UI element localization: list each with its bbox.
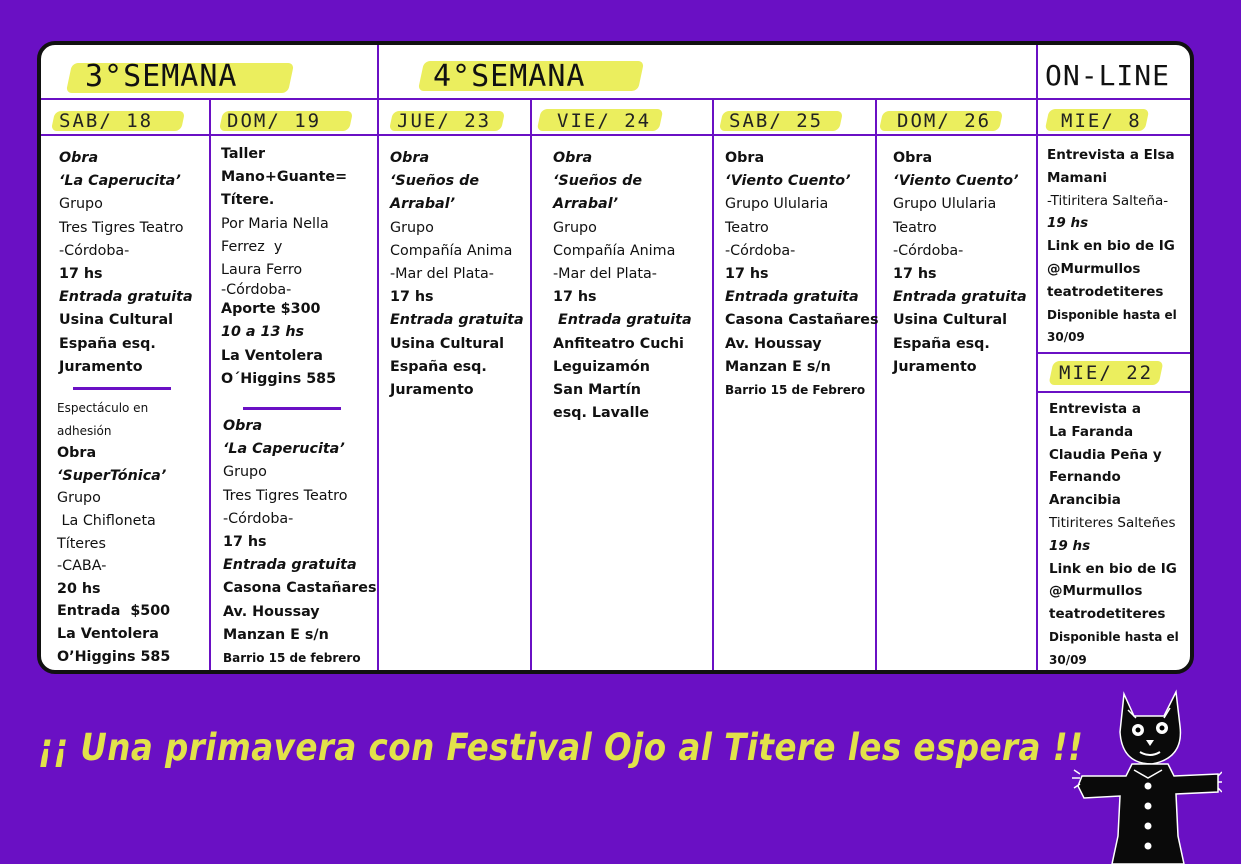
event-line: Juramento (59, 358, 143, 375)
event-line: Tres Tigres Teatro (223, 487, 348, 504)
event-line: Casona Castañares (223, 580, 377, 597)
day-label-dom19: DOM/ 19 (227, 110, 322, 132)
event-line: Entrada $500 (57, 603, 171, 620)
event-line: Grupo Ulularia (725, 196, 829, 213)
event-line: O’Higgins 585 (57, 648, 171, 665)
events-sab18-extra (57, 397, 170, 668)
event-line: 17 hs (893, 266, 937, 283)
day-label-dom26: DOM/ 26 (897, 110, 992, 132)
event-line: ‘La Caperucita’ (223, 441, 345, 458)
event-line: 19 hs (1047, 215, 1089, 232)
event-line: 19 hs (1049, 537, 1091, 554)
events-mie8 (1047, 144, 1177, 349)
event-line: esq. Lavalle (553, 405, 650, 422)
divider-online (1036, 45, 1038, 670)
event-line: 17 hs (59, 266, 103, 283)
day-label-sab25: SAB/ 25 (729, 110, 824, 132)
events-dom19-extra (223, 415, 377, 670)
event-line: Entrada gratuita (59, 289, 193, 306)
event-line: La Faranda (1049, 423, 1134, 440)
event-line: Disponible hasta el (1047, 307, 1177, 322)
event-line: Tres Tigres Teatro (59, 219, 184, 236)
week4-title: 4°SEMANA (433, 59, 586, 94)
separator (243, 407, 341, 410)
day-label-mie8: MIE/ 8 (1061, 110, 1142, 132)
event-line: ‘Sueños de (390, 173, 480, 190)
event-line: Entrada gratuita (893, 289, 1027, 306)
events-sab25 (725, 147, 879, 402)
event-line: Arancibia (1049, 492, 1121, 509)
event-line: Espectáculo en (57, 401, 149, 415)
event-line: Entrevista a (1049, 401, 1141, 417)
event-line: teatrodetiteres (1047, 283, 1164, 300)
event-line: -Córdoba- (893, 242, 964, 259)
event-line: Obra (59, 150, 99, 166)
event-line: Usina Cultural (59, 312, 174, 329)
event-line: Obra (223, 418, 263, 434)
event-line: San Martín (553, 382, 641, 399)
day-label-jue23: JUE/ 23 (397, 110, 492, 132)
event-line: La Chifloneta (57, 512, 156, 529)
event-line: -Córdoba- (223, 510, 294, 527)
event-line: España esq. (390, 358, 487, 375)
event-line: Disponible hasta el (1049, 629, 1179, 644)
event-line: Entrada gratuita (223, 557, 357, 574)
event-line: Juramento (390, 382, 474, 399)
event-line: La Ventolera (57, 625, 159, 642)
event-line: Usina Cultural (390, 335, 505, 352)
event-line: 30/09 (1049, 652, 1087, 667)
event-line: 17 hs (553, 289, 597, 306)
events-vie24 (553, 147, 692, 425)
event-line: Ferrez y (221, 238, 283, 255)
festival-slogan: ¡¡ Una primavera con Festival Ojo al Titere les espera !! (38, 726, 1084, 769)
schedule-board (37, 41, 1194, 674)
event-line: ‘La Caperucita’ (59, 173, 181, 190)
event-line: -Córdoba- (59, 242, 130, 259)
event-line: 20 hs (57, 580, 101, 597)
event-line: adhesión (57, 423, 112, 438)
event-line: Titiriteres Salteñes (1049, 514, 1176, 531)
event-line: -Córdoba- (221, 282, 292, 299)
event-line: Anfiteatro Cuchi (553, 335, 684, 352)
event-line: Taller (221, 146, 266, 162)
event-line: Fernando (1049, 469, 1121, 486)
divider-week (377, 45, 379, 670)
event-line: Teatro (725, 219, 769, 236)
online-title: ON-LINE (1045, 59, 1171, 92)
event-line: Manzan E s/n (223, 626, 329, 643)
event-line: -Titiritera Salteña- (1047, 192, 1169, 209)
event-line: 17 hs (223, 534, 267, 551)
event-line: -CABA- (57, 558, 107, 575)
event-line: Leguizamón (553, 358, 650, 375)
event-line: Teatro (893, 219, 937, 236)
event-line: ‘Viento Cuento’ (893, 173, 1019, 190)
event-line: Entrevista a Elsa (1047, 147, 1175, 163)
event-line: Compañía Anima (390, 242, 513, 259)
event-line: Arrabal’ (553, 196, 619, 213)
event-line: O´Higgins 585 (221, 370, 337, 387)
event-line: Títeres (57, 535, 106, 552)
event-line: Por Maria Nella (221, 215, 329, 232)
event-line: Grupo (223, 464, 267, 481)
day-label-mie22: MIE/ 22 (1059, 362, 1154, 384)
divider-col (209, 98, 211, 670)
event-line: 17 hs (390, 289, 434, 306)
event-line: Obra (553, 150, 593, 166)
event-line: Títere. (221, 192, 275, 209)
event-line: La Ventolera (221, 347, 323, 364)
divider-col (712, 98, 714, 670)
events-mie22 (1049, 398, 1179, 672)
event-line: Obra (390, 150, 430, 166)
event-line: ‘Sueños de (553, 173, 643, 190)
event-line: Grupo (390, 219, 434, 236)
event-line: Obra (725, 150, 765, 166)
event-line: Link en bio de IG (1049, 560, 1177, 577)
event-line: Entrada gratuita (553, 312, 692, 329)
event-line: Compañía Anima (553, 242, 676, 259)
event-line: @Murmullos (1049, 583, 1143, 600)
event-line: ‘SuperTónica’ (57, 467, 167, 484)
cat-puppet-icon (1072, 686, 1222, 864)
event-line: Grupo (57, 490, 101, 507)
events-sab18 (59, 147, 193, 379)
events-jue23 (390, 147, 524, 402)
event-line: Entrada gratuita (390, 312, 524, 329)
divider-col (530, 98, 532, 670)
event-line: Obra (893, 150, 933, 166)
event-line: teatrodetiteres (1049, 606, 1166, 623)
event-line: Laura Ferro (221, 262, 303, 279)
event-line: -Mar del Plata- (553, 266, 657, 283)
event-line: Mano+Guante= (221, 169, 348, 186)
event-line: Juramento (893, 358, 977, 375)
event-line: Entrada gratuita (725, 289, 859, 306)
event-line: @Murmullos (1047, 260, 1141, 277)
event-line: 17 hs (725, 266, 769, 283)
day-label-vie24: VIE/ 24 (557, 110, 652, 132)
event-line: Aporte $300 (221, 301, 321, 318)
day-label-sab18: SAB/ 18 (59, 110, 154, 132)
event-line: Obra (57, 445, 97, 462)
event-line: Av. Houssay (725, 335, 822, 352)
event-line: Arrabal’ (390, 196, 456, 213)
event-line: Usina Cultural (893, 312, 1008, 329)
event-line: España esq. (893, 335, 990, 352)
event-line: Grupo (59, 196, 103, 213)
event-line: Barrio 15 de Febrero (725, 383, 866, 398)
event-line: Grupo Ulularia (893, 196, 997, 213)
divider-online-split (1036, 352, 1190, 354)
event-line: España esq. (59, 335, 156, 352)
event-line: 30/09 (1047, 330, 1085, 345)
event-line: Grupo (553, 219, 597, 236)
event-line: Casona Castañares (725, 312, 879, 329)
event-line: Barrio 15 de febrero (223, 651, 361, 666)
event-line: 10 a 13 hs (221, 324, 305, 341)
events-dom26 (893, 147, 1027, 379)
divider-online-split (1036, 391, 1190, 393)
week3-title: 3°SEMANA (85, 59, 238, 94)
event-line: Manzan E s/n (725, 358, 831, 375)
event-line: -Córdoba- (725, 242, 796, 259)
event-line: ‘Viento Cuento’ (725, 173, 851, 190)
event-line: Claudia Peña y (1049, 446, 1162, 463)
events-dom19 (221, 143, 347, 391)
event-line: Av. Houssay (223, 603, 320, 620)
separator (73, 387, 171, 390)
divider-header (41, 98, 1190, 100)
event-line: -Mar del Plata- (390, 266, 494, 283)
event-line: Mamani (1047, 169, 1107, 186)
event-line: Link en bio de IG (1047, 238, 1175, 255)
